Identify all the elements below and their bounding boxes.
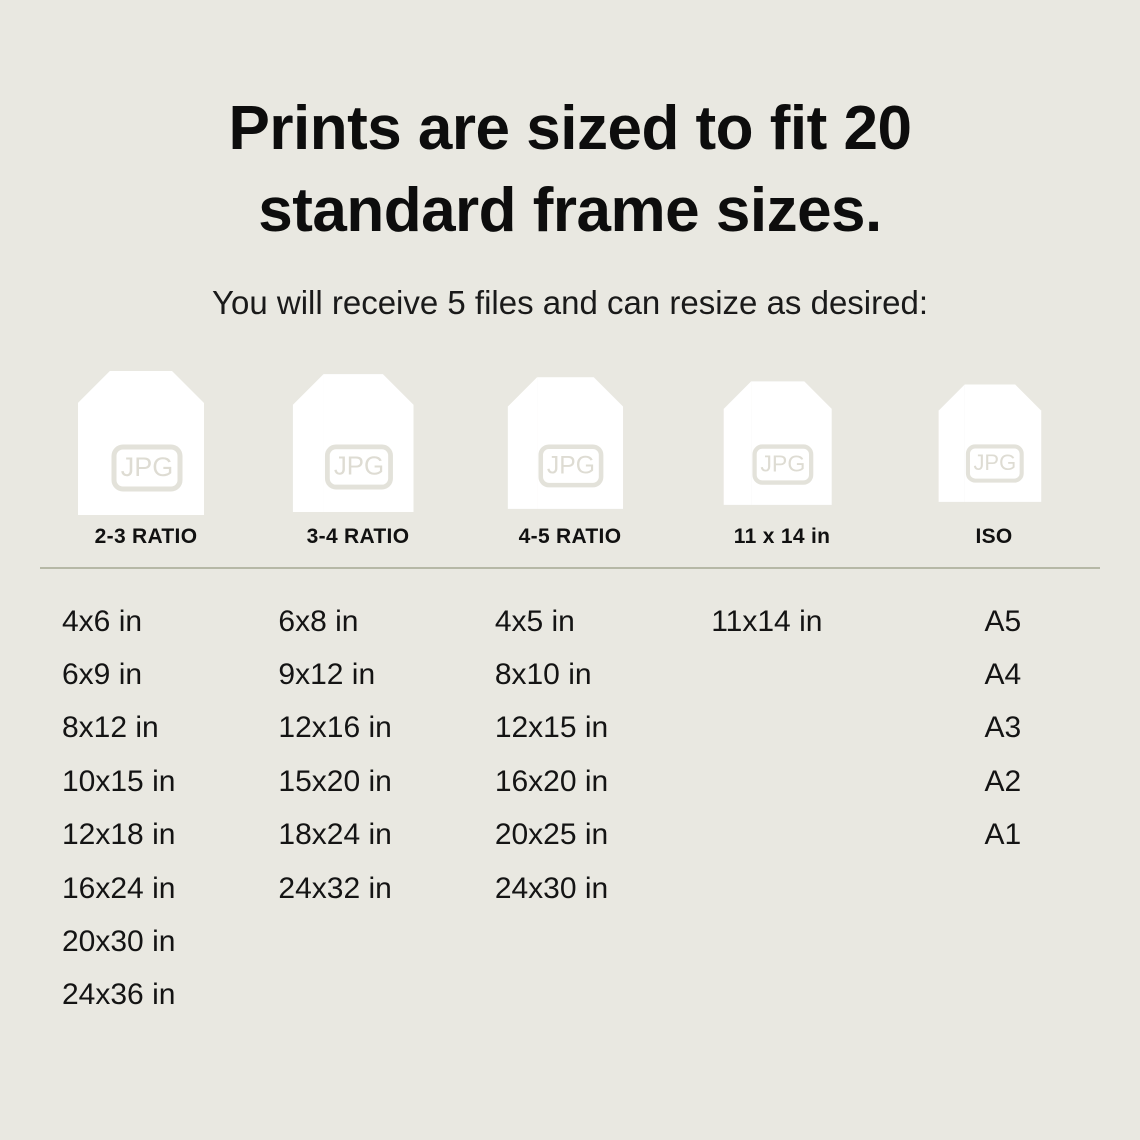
section-divider xyxy=(40,567,1100,569)
jpg-icon-label: JPG xyxy=(120,451,174,482)
jpg-icon-label: JPG xyxy=(760,449,806,476)
jpg-icon-label: JPG xyxy=(333,452,385,481)
column-title-2: 4-5 RATIO xyxy=(518,524,622,548)
list-item: 24x32 in xyxy=(278,871,392,905)
list-item: 16x24 in xyxy=(62,871,176,905)
jpg-file-icon xyxy=(937,369,1051,519)
list-item: 20x30 in xyxy=(62,924,176,958)
column-title-0: 2-3 RATIO xyxy=(94,524,198,548)
list-item: A5 xyxy=(984,604,1022,638)
page-subtitle: You will receive 5 files and can resize as desired: xyxy=(212,283,928,321)
list-item: 12x16 in xyxy=(278,711,392,745)
list-item: A2 xyxy=(984,764,1022,798)
list-item: 24x36 in xyxy=(62,978,176,1012)
jpg-icon-label: JPG xyxy=(973,449,1017,475)
file-column-3 xyxy=(676,369,888,549)
list-item: A3 xyxy=(984,711,1022,745)
page-title: Prints are sized to fit 20 standard frame sizes. xyxy=(228,94,912,245)
list-item: 15x20 in xyxy=(278,764,392,798)
list-item: 9x12 in xyxy=(278,657,376,691)
file-column-4 xyxy=(888,369,1100,549)
file-icons-row xyxy=(40,369,1100,549)
list-item: 12x15 in xyxy=(494,711,609,745)
sizes-list-3 xyxy=(689,595,905,648)
file-column-2 xyxy=(464,369,676,549)
list-item: 24x30 in xyxy=(494,871,609,905)
jpg-file-icon xyxy=(722,369,842,519)
sizes-list-2 xyxy=(473,595,689,915)
jpg-file-icon xyxy=(291,369,425,519)
list-item: 8x12 in xyxy=(62,711,159,745)
list-item: A4 xyxy=(984,657,1022,691)
list-item: 12x18 in xyxy=(62,818,176,852)
jpg-icon-label: JPG xyxy=(546,451,595,479)
column-title-3: 11 x 14 in xyxy=(733,524,831,548)
list-item: 16x20 in xyxy=(494,764,609,798)
sizes-list-1 xyxy=(256,595,472,915)
list-item: 6x8 in xyxy=(278,604,359,638)
column-title-4: ISO xyxy=(975,524,1013,548)
jpg-file-icon xyxy=(76,369,216,519)
list-item: 8x10 in xyxy=(494,657,592,691)
list-item: 11x14 in xyxy=(711,604,823,638)
list-item: A1 xyxy=(984,818,1022,852)
list-item: 20x25 in xyxy=(494,818,609,852)
list-item: 6x9 in xyxy=(62,657,143,691)
sizes-list-4 xyxy=(906,595,1100,862)
list-item: 10x15 in xyxy=(62,764,176,798)
file-column-1 xyxy=(252,369,464,549)
list-item: 4x6 in xyxy=(62,604,143,638)
list-item: 18x24 in xyxy=(278,818,392,852)
list-item: 4x5 in xyxy=(494,604,575,638)
file-column-0 xyxy=(40,369,252,549)
jpg-file-icon xyxy=(506,369,634,519)
sizes-list-0 xyxy=(40,595,256,1022)
column-title-1: 3-4 RATIO xyxy=(306,524,410,548)
sizes-lists xyxy=(40,595,1100,1022)
